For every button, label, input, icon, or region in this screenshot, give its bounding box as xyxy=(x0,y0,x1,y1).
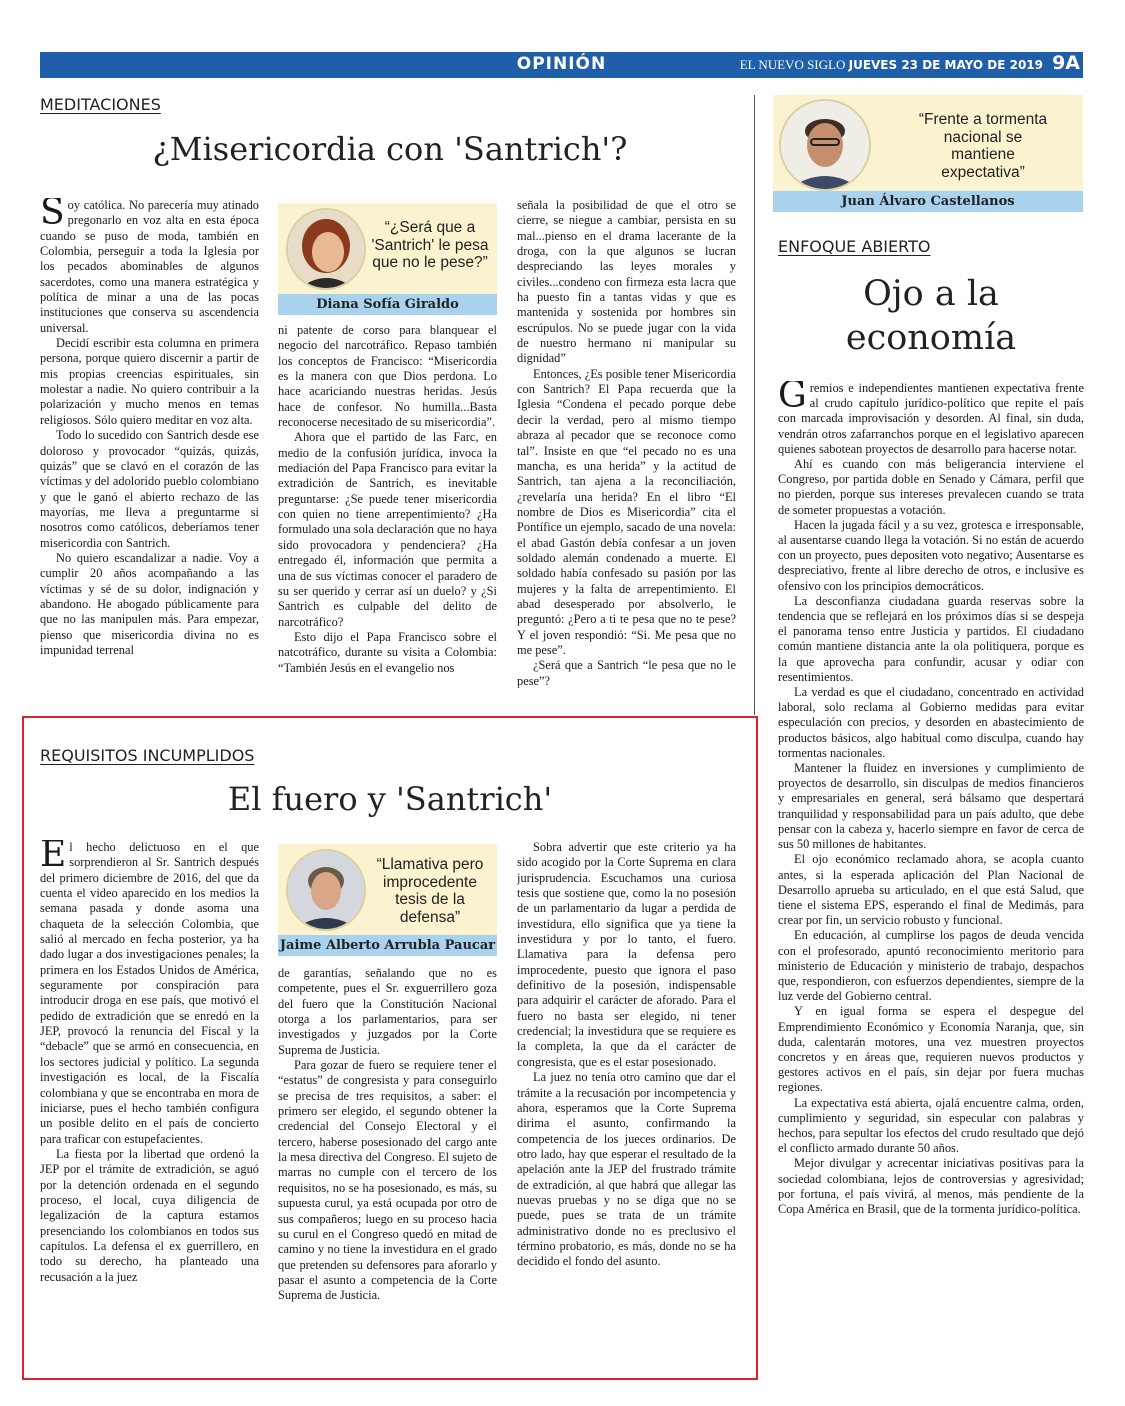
article3-title xyxy=(778,272,1084,360)
author-photo xyxy=(286,208,366,290)
article3-author: Juan Álvaro Castellanos xyxy=(773,191,1083,212)
dropcap: S xyxy=(40,198,65,233)
issue-date: JUEVES 23 DE MAYO DE 2019 xyxy=(848,58,1043,72)
article2-paragraph: La juez no tenía otro camino que dar el trámite a la recusación por incompetencia y ahora, esperamos que la Corte Suprema dirima el asunto, confirmando la competencia de los jueces ordinarios. De otro lado, hay que esperar el resultado de la apelación ante la JEP del frustrado trámite de extradición, al que habrá que allegar las nuevas pruebas y no se diga que no se puede, pues se trata de un trámite administrativo donde no es preclusivo el término probatorio, es más, donde no se ha decidido el fondo del asunto. xyxy=(517,1070,736,1269)
article3-paragraph: La desconfianza ciudadana guarda reservas sobre la tendencia que se reflejará en los próximos días si se despeja el panorama tenso entre Justicia y partidos. El ciudadano común mantiene distancia ante la ola politiquera, porque es la que aprovecha para confundir, acusar y odiar con resentimientos. xyxy=(778,593,1084,684)
section-name: OPINIÓN xyxy=(516,54,607,74)
article3-paragraph: El ojo económico reclamado ahora, se acopla cuanto antes, si la esperada aplicación del Plan Nacional de Desarrollo aprueba su articulado, en el que está Salud, que tiene el sistema EPS, esperando el final de Medimás, para crear por fin, un servicio robusto y funcional. xyxy=(778,852,1084,928)
article1-paragraph: Entonces, ¿Es posible tener Misericordia con Santrich? El Papa recuerda que la Iglesia “Condena el pecado porque debe decir la verdad, pero al mismo tiempo abraza al pecador que se reconoce como tal”. Insiste en que “el pecado no es una mancha, es una herida” y la actitud de Santrich, tan ajena a la reconciliación, ¿revelaría una herida? En el libro “El nombre de Dios es Misericordia” cita el Pontífice un ejemplo, sacado de una novela: el abad Gastón debía confesar a un joven soldado alemán condenado a muerte. El soldado había confesado su pasión por las mujeres y la falta de arrepentimiento. El abad desesperado por absolverlo, le preguntó: ¿Pero a ti te pesa que no te pese? Y el joven respondió: “Si. Me pesa que no me pese”. xyxy=(517,366,736,657)
dropcap: E xyxy=(40,840,67,875)
page-number: 9A xyxy=(1052,52,1080,74)
author-photo xyxy=(779,99,871,191)
article2-paragraph: El hecho delictuoso en el que sorprendieron al Sr. Santrich después del primero diciembre de 2016, del que da cuenta el video aparecido en los medios la semana pasada y donde asoma una chaqueta de la selección Colombia, que salió al mercado en fecha posterior, ya ha dado lugar a dos investigaciones penales; la primera en los Estados Unidos de América, seguramente por conspiración para introducir droga en ese país, que motivó el pedido de extradición que se enredó en la JEP, provocó la renuncia del Fiscal y la “debacle” que se armó en consecuencia, en los sectores judicial y político. La segunda investigación es local, de la Fiscalía colombiana y que se encontraba en mora de iniciarse, pues el hecho también configura un posible delito en el país de concierto para traficar con estupefacientes. xyxy=(40,840,259,1146)
article1-author: Diana Sofía Giraldo xyxy=(278,294,497,315)
article2-column-3 xyxy=(517,840,736,1360)
article3-paragraph: Ahí es cuando con más beligerancia interviene el Congreso, por partida doble en Senado y Cámara, perfil que no pierden, porque sus intereses prevalecen cuando se trata de someter propuestas a votación. xyxy=(778,457,1084,517)
article3-paragraph: Gremios e independientes mantienen expectativa frente al crudo capítulo jurídico-político que repite el país con marcada improvisación y desorden. Al final, sin duda, vendrán otros zafarranchos porque en el legislativo aparecen quienes sabotean proyectos de desarrollo para hacerse notar. xyxy=(778,381,1084,456)
article2-pull-quote: “Llamativa pero improcedente tesis de la defensa” xyxy=(376,856,484,926)
article3-paragraph: Mejor divulgar y acrecentar iniciativas positivas para la sociedad colombiana, lejos de controversias y agresividad; por fortuna, el país vivirá, al menos, más pendiente de la Copa América en Brasil, que de la tormenta jurídico-política. xyxy=(778,1156,1084,1216)
article1-column-1 xyxy=(40,198,259,720)
article3-pull-quote: “Frente a tormenta nacional se mantiene expectativa” xyxy=(918,111,1048,181)
article1-paragraph: Soy católica. No parecería muy atinado pregonarlo en voz alta en esta época cuando se puso de moda, también en Colombia, perseguir a toda la Iglesia por los pecados abominables de algunos sacerdotes, como una manera estratégica y política de minar a una de las pocas instituciones que conserva su ascendencia universal. xyxy=(40,198,259,335)
article1-author-box xyxy=(278,203,497,315)
article3-paragraph: La verdad es que el ciudadano, concentrado en actividad laboral, solo reclama al Gobierno medidas para evitar especulación con precios, y desorden en abastecimiento de productos básicos, algo habitual como disculpa, cuando hay tormentas nacionales. xyxy=(778,685,1084,760)
article3-title-line: economía xyxy=(845,318,1017,358)
section-header-bar xyxy=(40,52,1083,78)
article1-paragraph: No quiero escandalizar a nadie. Voy a cumplir 20 años acompañando a las víctimas y sé de su dolor, indignación y abandono. He abogado públicamente para que no las manipulen más. Para empezar, pienso que misericordia divina no es impunidad terrenal xyxy=(40,550,259,657)
article1-kicker: MEDITACIONES xyxy=(40,95,161,114)
article2-column-1 xyxy=(40,840,259,1360)
article3-title-line: Ojo a la xyxy=(863,274,999,314)
article1-pull-quote: “¿Será que a 'Santrich' le pesa que no le pese?” xyxy=(371,219,489,271)
paper-name: EL NUEVO SIGLO xyxy=(739,57,846,72)
article2-title: El fuero y 'Santrich' xyxy=(227,780,553,818)
author-photo xyxy=(286,849,366,931)
article2-paragraph: de garantías, señalando que no es competente, pues el Sr. exguerrillero goza del fuero que la Constitución Nacional otorga a los parlamentarios, para ser investigados y juzgados por la Corte Suprema de Justicia. xyxy=(278,966,497,1057)
article1-paragraph: Decidí escribir esta columna en primera persona, porque quiero discernir a partir de mis propias creencias espirituales, sin molestar a nadie. No quiero contribuir a la polarización y mucho menos en temas religiosos. Sólo quiero meditar en voz alta. xyxy=(40,336,259,427)
article1-title: ¿Misericordia con 'Santrich'? xyxy=(152,130,628,168)
article1-paragraph: ni patente de corso para blanquear el negocio del narcotráfico. Repaso también los conceptos de Francisco: “Misericordia es la manera con que Dios perdona. Lo hace acariciando nuestras heridas. Jesús hace de confesor. No humilla...Basta reconocerse necesitado de su misericordia”. xyxy=(278,323,497,430)
masthead-date xyxy=(740,57,1043,73)
article1-column-2 xyxy=(278,323,497,720)
article2-paragraph: Sobra advertir que este criterio ya ha sido acogido por la Corte Suprema en clara jurisprudencia. Escuchamos una curiosa tesis que sostiene que, como la no posesión de un parlamentario da lugar a perdida de investidura, ello significa que ya tiene la investidura y por lo tanto, el fuero. Llamativa para la defensa pero improcedente, puesto que ignora el paso definitivo de la posesión, indispensable para adquirir el carácter de aforado. Para el fuero no basta ser elegido, ni tener credencial; la investidura que se requiere es la completa, la que da el carácter de congresista, que es el estar posesionado. xyxy=(517,840,736,1069)
article2-column-2 xyxy=(278,966,497,1360)
article3-column xyxy=(778,381,1084,1381)
dropcap: G xyxy=(778,381,807,416)
article3-paragraph: La expectativa está abierta, ojalá encuentre calma, orden, cumplimiento y seguridad, sin especular con palabras y hechos, para sepultar los efectos del crudo resultado que dejó el conflicto armado durante 50 años. xyxy=(778,1095,1084,1156)
article2-author: Jaime Alberto Arrubla Paucar xyxy=(278,935,497,956)
article3-paragraph: Y en igual forma se espera el despegue del Emprendimiento Económico y Economía Naranja, que, sin duda, calentarán motores, una vez muestren proyectos concretos y en áreas que, requieren nuevos productos y gestores activos en el país, sin dejar por fuera muchas regiones. xyxy=(778,1004,1084,1095)
article2-paragraph: Para gozar de fuero se requiere tener el “estatus” de congresista y para conseguirlo se precisa de tres requisitos, a saber: el primero ser elegido, el segundo obtener la credencial del Consejo Electoral y el tercero, haberse posesionado del cargo ante la mesa directiva del Congreso. El sujeto de marras no cumple con el tercero de los requisitos, no se ha posesionado, es más, su supuesta curul, ya está ocupada por otro de sus compañeros; luego en su proceso hacia su curul en el Congreso quedó en mitad de camino y no tiene la investidura en el grado que pretenden su defensores para aforarlo y pasar el asunto a competencia de la Corte Suprema de Justicia. xyxy=(278,1058,497,1303)
article2-author-box xyxy=(278,844,497,956)
article1-paragraph: Ahora que el partido de las Farc, en medio de la confusión jurídica, invoca la mediación del Papa Francisco para evitar la extradición de Santrich, es inevitable preguntarse: ¿Se puede tener misericordia con quien no tiene arrepentimiento? ¿Ha formulado una sola declaración que no haya sido provocadora y pendenciera? ¿Ha entregado él, información que permita a una de sus víctimas conocer el paradero de su ser querido y cerrar así un duelo? y ¿Si Santrich es culpable del delito de narcotráfico? xyxy=(278,430,497,629)
article1-paragraph: señala la posibilidad de que el otro se cierre, se niegue a cambiar, persista en su mal...pienso en el drama lacerante de la droga, con la que algunos se lucran despreciando las leyes morales y civiles...condeno con firmeza esta lacra que ha puesto fin a tantas vidas y que es mantenida y sostenida por hombres sin escrúpulos. No se puede jugar con la vida de nuestro hermano ni manipular su dignidad” xyxy=(517,198,736,366)
article1-column-3 xyxy=(517,198,736,720)
article3-kicker: ENFOQUE ABIERTO xyxy=(778,237,931,256)
article1-paragraph: Todo lo sucedido con Santrich desde ese doloroso y provocador “quizás, quizás, quizás” que se clavó en el corazón de las víctimas y del adolorido pueblo colombiano y que le ganó el abierto rechazo de las mayorías, me lleva a preguntarme si nosotros como católicos, deberíamos tener misericordia con Santrich. xyxy=(40,428,259,550)
article2-kicker: REQUISITOS INCUMPLIDOS xyxy=(40,746,255,765)
article1-paragraph: Esto dijo el Papa Francisco sobre el natcotráfico, durante su visita a Colombia: “También Jesús en el evangelio nos xyxy=(278,629,497,675)
article3-author-box xyxy=(773,95,1083,212)
article3-paragraph: En educación, al cumplirse los pagos de deuda vencida con el profesorado, apuntó reconocimiento meritorio para ministerio de Educación y ministerio de trabajo, despachos que, respondieron, con esfuerzos dependientes, siempre de la luz verde del Gobierno central. xyxy=(778,928,1084,1004)
article1-paragraph: ¿Será que a Santrich “le pesa que no le pese”? xyxy=(517,658,736,688)
article2-paragraph: La fiesta por la libertad que ordenó la JEP por el trámite de extradición, se aguó por la detención ordenada en el segundo proceso, el local, cuya diligencia de legalización de la captura estamos presenciando los colombianos en todos sus capítulos. La defensa el ex guerrillero, en todo su derecho, ha planteado una recusación a la juez xyxy=(40,1146,259,1284)
column-divider xyxy=(754,95,755,715)
article3-paragraph: Mantener la fluidez en inversiones y cumplimiento de proyectos de desarrollo, sin disculpas de medios financieros y empresariales en general, será bálsamo que despertará tranquilidad y responsabilidad para un país adulto, que debe pensar con la cabeza y, hacerlo siempre en favor de cerca de sus 50 millones de habitantes. xyxy=(778,761,1084,852)
article3-paragraph: Hacen la jugada fácil y a su vez, grotesca e irresponsable, al ausentarse cuando llega la votación. Si no están de acuerdo con un proyecto, pues depositen voto negativo; Ausentarse es despreciativo, frente al libre derecho de otros, e inclusive es ofensivo con los principios democráticos. xyxy=(778,517,1084,593)
